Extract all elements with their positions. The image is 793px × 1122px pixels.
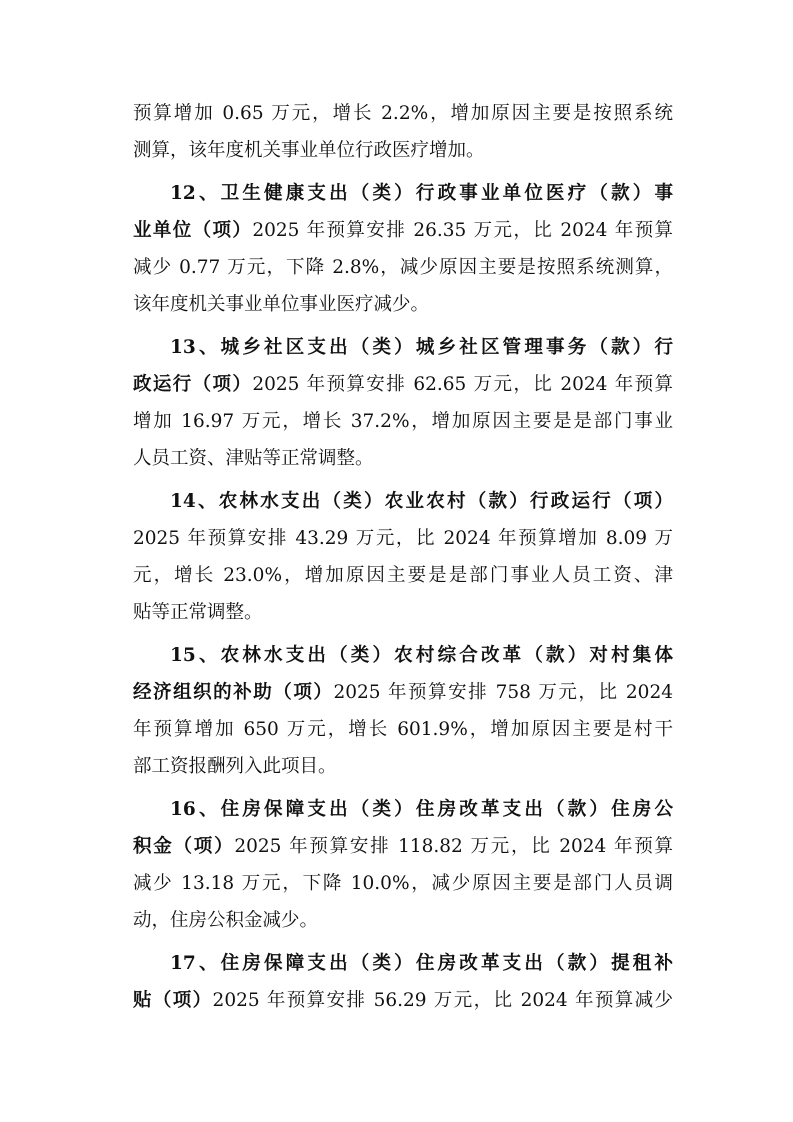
text-line: 业单位（项）2025 年预算安排 26.35 万元，比 2024 年预算 [133,220,673,241]
text-line: 元，增长 23.0%，增加原因主要是是部门事业人员工资、津 [133,565,673,586]
section-heading-line: 14、农林水支出（类）农业农村（款）行政运行（项） [170,491,673,512]
section-heading-line: 17、住房保障支出（类）住房改革支出（款）提租补 [170,953,673,974]
text-line: 预算增加 0.65 万元，增长 2.2%，增加原因主要是按照系统 [133,103,673,124]
text-line: 部工资报酬列入此项目。 [133,756,337,777]
text-line: 测算，该年度机关事业单位行政医疗增加。 [133,140,485,161]
text-line: 积金（项）2025 年预算安排 118.82 万元，比 2024 年预算 [133,836,673,857]
text-line: 政运行（项）2025 年预算安排 62.65 万元，比 2024 年预算 [133,374,673,395]
text-line: 人员工资、津贴等正常调整。 [133,448,374,469]
section-heading-line: 13、城乡社区支出（类）城乡社区管理事务（款）行 [170,337,673,358]
section-heading-line: 16、住房保障支出（类）住房改革支出（款）住房公 [170,799,673,820]
text-line: 减少 0.77 万元，下降 2.8%，减少原因主要是按照系统测算， [133,257,673,278]
text-line: 动，住房公积金减少。 [133,910,319,931]
text-line: 经济组织的补助（项）2025 年预算安排 758 万元，比 2024 [133,682,673,703]
text-line: 该年度机关事业单位事业医疗减少。 [133,294,430,315]
text-line: 减少 13.18 万元，下降 10.0%，减少原因主要是部门人员调 [133,873,673,894]
section-heading-line: 15、农林水支出（类）农村综合改革（款）对村集体 [170,645,673,666]
text-line: 增加 16.97 万元，增长 37.2%，增加原因主要是是部门事业 [133,411,673,432]
text-line: 贴（项）2025 年预算安排 56.29 万元，比 2024 年预算减少 [133,990,673,1011]
text-line: 2025 年预算安排 43.29 万元，比 2024 年预算增加 8.09 万 [133,528,673,549]
document-body [133,95,673,1019]
section-heading-line: 12、卫生健康支出（类）行政事业单位医疗（款）事 [170,183,673,204]
text-line: 贴等正常调整。 [133,602,263,623]
text-line: 年预算增加 650 万元，增长 601.9%，增加原因主要是村干 [133,719,673,740]
